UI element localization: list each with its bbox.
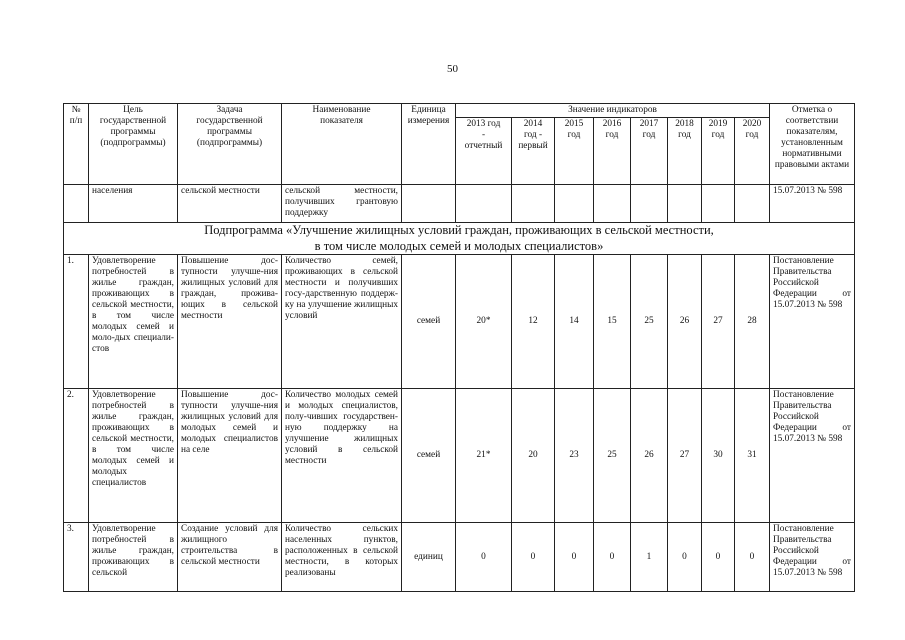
- row-value: 15: [594, 255, 631, 389]
- row-value: 26: [631, 389, 668, 523]
- cont-goal: населения: [89, 185, 178, 223]
- row-value: 0: [555, 523, 594, 592]
- header-goal: Цель государственной программы (подпрограммы): [89, 104, 178, 185]
- header-task: Задача государственной программы (подпрограммы): [178, 104, 282, 185]
- row-indicator: Количество молодых семей и молодых специалистов, полу-чивших государствен-ную поддержку на улучшение жилищных условий в сельской местности: [282, 389, 402, 523]
- row-value: 27: [668, 389, 702, 523]
- cont-task: сельской местности: [178, 185, 282, 223]
- row-compliance: Постановление Правительства Российской Федерации от 15.07.2013 № 598: [770, 389, 855, 523]
- table-row: [64, 389, 855, 523]
- subprogram-title: Подпрограмма «Улучшение жилищных условий граждан, проживающих в сельской местности, в том числе молодых семей и молодых специалистов»: [64, 223, 855, 255]
- row-value: 21*: [456, 389, 512, 523]
- row-unit: единиц: [402, 523, 456, 592]
- indicators-table: [63, 103, 855, 592]
- row-compliance: Постановление Правительства Российской Федерации от 15.07.2013 № 598: [770, 255, 855, 389]
- header-year: 2020 год: [735, 118, 770, 185]
- row-goal: Удовлетворение потребностей в жилье граждан, проживающих в сельской местности, в том числе молодых семей и молодых специалистов: [89, 389, 178, 523]
- row-value: 26: [668, 255, 702, 389]
- row-compliance: Постановление Правительства Российской Федерации от 15.07.2013 № 598: [770, 523, 855, 592]
- row-value: 20: [512, 389, 555, 523]
- table-header-row: [64, 104, 855, 118]
- row-value: 0: [512, 523, 555, 592]
- header-year: 2013 год - отчетный: [456, 118, 512, 185]
- row-value: 14: [555, 255, 594, 389]
- header-num: № п/п: [64, 104, 89, 185]
- row-value: 0: [702, 523, 735, 592]
- table-row: [64, 523, 855, 592]
- row-value: 0: [668, 523, 702, 592]
- row-num: 2.: [64, 389, 89, 523]
- page-number: 50: [447, 63, 458, 75]
- header-indicator: Наименование показателя: [282, 104, 402, 185]
- row-value: 0: [735, 523, 770, 592]
- header-year: 2018 год: [668, 118, 702, 185]
- row-value: 12: [512, 255, 555, 389]
- header-year: 2015 год: [555, 118, 594, 185]
- row-goal: Удовлетворение потребностей в жилье граждан, проживающих в сельской местности, в том числе молодых семей и моло-дых специали-стов: [89, 255, 178, 389]
- row-value: 31: [735, 389, 770, 523]
- row-value: 23: [555, 389, 594, 523]
- table-row: [64, 255, 855, 389]
- row-value: 1: [631, 523, 668, 592]
- cont-compliance: 15.07.2013 № 598: [770, 185, 855, 223]
- row-task: Повышение дос-тупности улучше-ния жилищных условий для молодых семей и молодых специалистов на селе: [178, 389, 282, 523]
- row-num: 1.: [64, 255, 89, 389]
- header-values-group: Значение индикаторов: [456, 104, 770, 118]
- header-compliance: Отметка о соответствии показателям, установленным нормативными правовыми актами: [770, 104, 855, 185]
- row-indicator: Количество сельских населенных пунктов, расположенных в сельской местности, в которых реализованы: [282, 523, 402, 592]
- row-value: 25: [594, 389, 631, 523]
- row-indicator: Количество семей, проживающих в сельской местности и получивших госу-дарственную поддерж-ку на улучшение жилищных условий: [282, 255, 402, 389]
- header-year: 2016 год: [594, 118, 631, 185]
- row-value: 0: [456, 523, 512, 592]
- row-unit: семей: [402, 255, 456, 389]
- row-goal: Удовлетворение потребностей в жилье граждан, проживающих в сельской: [89, 523, 178, 592]
- header-year: 2017 год: [631, 118, 668, 185]
- row-value: 27: [702, 255, 735, 389]
- row-value: 0: [594, 523, 631, 592]
- row-value: 20*: [456, 255, 512, 389]
- row-task: Создание условий для жилищного строительства в сельской местности: [178, 523, 282, 592]
- row-num: 3.: [64, 523, 89, 592]
- continuation-row: [64, 185, 855, 223]
- row-unit: семей: [402, 389, 456, 523]
- header-unit: Единица измерения: [402, 104, 456, 185]
- row-value: 30: [702, 389, 735, 523]
- header-year: 2014 год - первый: [512, 118, 555, 185]
- row-task: Повышение дос-тупности улучше-ния жилищных условий для граждан, прожива-ющих в сельской местности: [178, 255, 282, 389]
- row-value: 25: [631, 255, 668, 389]
- row-value: 28: [735, 255, 770, 389]
- header-year: 2019 год: [702, 118, 735, 185]
- subprogram-row: [64, 223, 855, 255]
- cont-indicator: сельской местности, получивших грантовую поддержку: [282, 185, 402, 223]
